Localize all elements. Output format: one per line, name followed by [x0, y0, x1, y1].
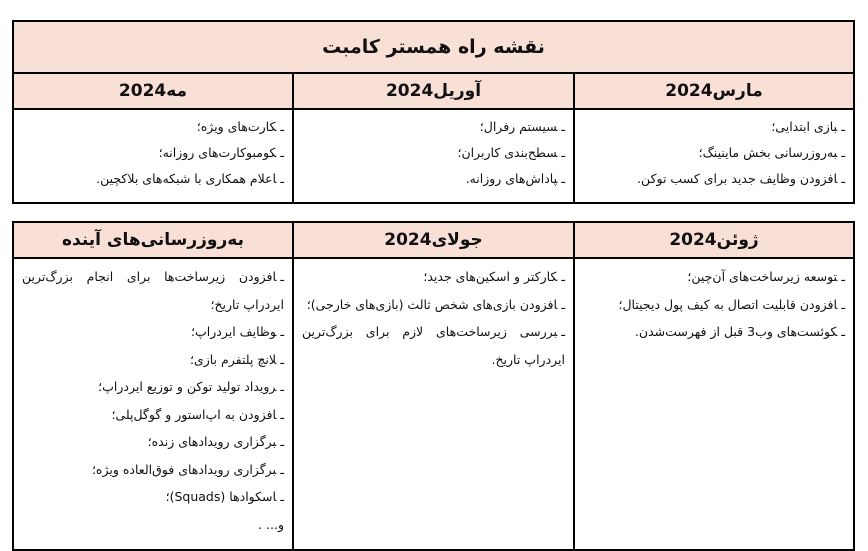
roadmap-title: نقشه راه همستر کامبت [13, 21, 854, 73]
roadmap-table-2 [12, 221, 855, 551]
month-header-march: مارس2024 [574, 73, 854, 109]
month-header-june: ژوئن2024 [574, 222, 854, 258]
list-item: ـافزودن به اپ‌استور و گوگل‌پلی؛ [111, 406, 284, 422]
list-item: ـبرگزاری رویدادهای فوق‌العاده ویژه؛ [91, 461, 284, 477]
list-item: ـسیستم رفرال؛ [479, 119, 566, 134]
list-item: ـاسکوادها (Squads)؛ [165, 489, 284, 504]
list-item: ـوظایف ایردراپ؛ [191, 324, 284, 339]
list-item: ـپاداش‌های روزانه. [465, 171, 566, 186]
month-header-july: جولای2024 [293, 222, 574, 258]
list-item: ـبازی ابتدایی؛ [771, 119, 846, 134]
list-item: ـلانچ پلتفرم بازی؛ [189, 351, 284, 367]
month-header-april: آوریل2024 [293, 73, 574, 109]
list-item: ـکارت‌های ویژه؛ [196, 119, 285, 134]
list-item: ـافزودن قابلیت اتصال به کیف پول دیجیتال؛ [618, 296, 845, 312]
list-item: ـتوسعه زیرساخت‌های آن‌چین؛ [687, 269, 845, 284]
list-item: ـسطح‌بندی کاربران؛ [457, 145, 566, 160]
list-item: ـافزودن بازی‌های شخص ثالث (بازی‌های خارجی)؛ [306, 296, 565, 312]
list-item: ـافزودن وظایف جدید برای کسب توکن. [637, 171, 846, 186]
future-updates-items [13, 258, 293, 550]
list-item: ـرویداد تولید توکن و توزیع ایردراپ؛ [98, 379, 284, 394]
list-item: ـکارکتر و اسکین‌های جدید؛ [423, 269, 565, 284]
march-items [574, 109, 854, 203]
month-header-may: مه2024 [13, 73, 293, 109]
roadmap-table-1 [12, 20, 855, 204]
list-item: ـافزودن زیرساخت‌ها برای انجام بزرگ‌ترین ایردراپ تاریخ؛ [22, 269, 284, 312]
list-item: ـبرگزاری رویدادهای زنده؛ [147, 434, 284, 449]
list-item-trailing: و... . [258, 516, 284, 532]
list-item: ـکوئست‌های وب3 قبل از فهرست‌شدن. [634, 324, 845, 339]
may-items [13, 109, 293, 203]
month-header-future-updates: به‌روزرسانی‌های آینده [13, 222, 293, 258]
list-item: ـاعلام همکاری با شبکه‌های بلاکچین. [96, 171, 285, 186]
list-item: ـکومبوکارت‌های روزانه؛ [158, 145, 285, 160]
june-items [574, 258, 854, 550]
april-items [293, 109, 574, 203]
list-item: ـبه‌روزرسانی بخش ماینینگ؛ [698, 145, 846, 160]
july-items [293, 258, 574, 550]
list-item: ـبررسی زیرساخت‌های لازم برای بزرگ‌ترین ایردراپ تاریخ. [302, 324, 565, 367]
